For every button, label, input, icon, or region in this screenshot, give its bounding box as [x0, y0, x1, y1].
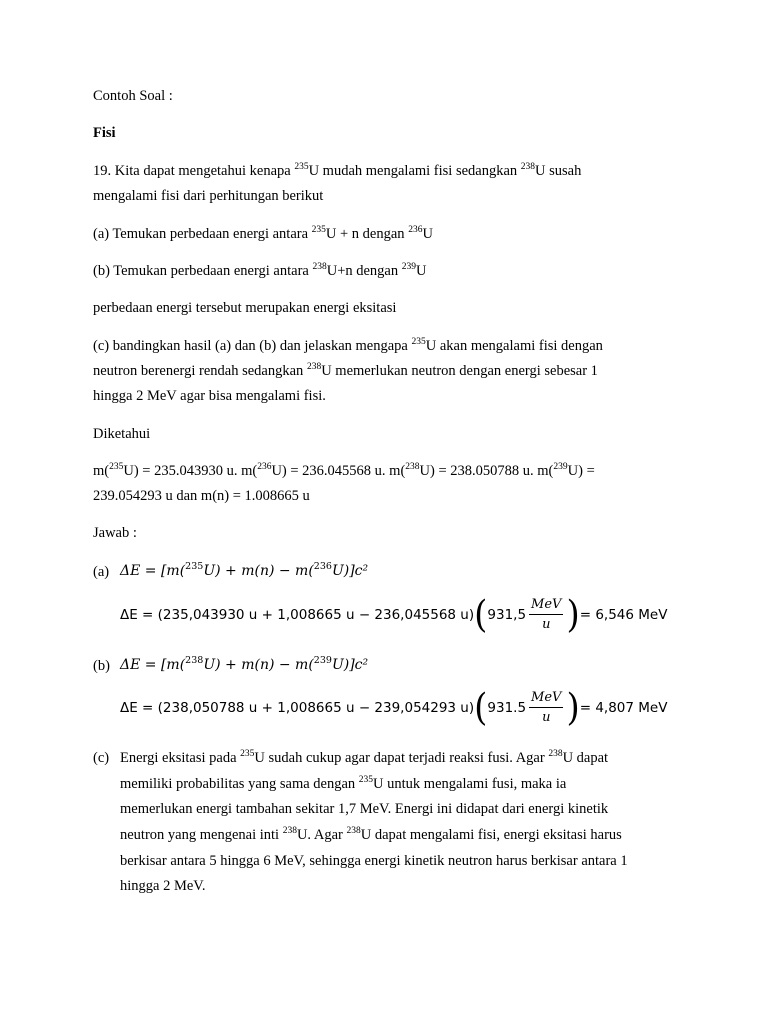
question-b: (b) Temukan perbedaan energi antara $^{238}$U+n dengan $^{239}$U	[93, 262, 427, 279]
answer-b-formula: ΔE = [m($^{238}$U) + m(n) − m($^{239}$U)]c²	[120, 655, 369, 673]
answer-c-line4: neutron yang mengenai inti $^{238}$U. Agar $^{238}$U dapat mengalami fisi, energi eksitasi harus	[120, 826, 622, 843]
note: perbedaan energi tersebut merupakan energi eksitasi	[93, 300, 397, 316]
question-c-line1: (c) bandingkan hasil (a) dan (b) dan jelaskan mengapa $^{235}$U akan mengalami fisi dengan	[93, 337, 603, 354]
question-c-line3: hingga 2 MeV agar bisa mengalami fisi.	[93, 388, 326, 404]
given-line2: 239.054293 u dan m(n) = 1.008665 u	[93, 488, 310, 504]
question-19-line2: mengalami fisi dari perhitungan berikut	[93, 188, 324, 204]
heading: Contoh Soal :	[93, 88, 173, 104]
right-paren: )	[566, 592, 580, 637]
section-title: Fisi	[93, 125, 116, 141]
answer-a-formula: ΔE = [m($^{235}$U) + m(n) − m($^{236}$U)]c²	[120, 561, 369, 579]
left-paren: (	[474, 685, 488, 730]
given-label: Diketahui	[93, 426, 151, 442]
answer-c-line3: memerlukan energi tambahan sekitar 1,7 MeV. Energi ini didapat dari energi kinetik	[120, 801, 609, 817]
answer-a-label: (a)	[93, 564, 110, 580]
answer-b-calculation: ΔE = (238,050788 u + 1,008665 u − 239,054293 u) ( 931.5 $\frac{\text{MeV}}{u}$ ) = 4,807 MeV	[120, 685, 668, 730]
answer-b-label: (b)	[93, 658, 110, 674]
answer-c-line2: memiliki probabilitas yang sama dengan $^{235}$U untuk mengalami fusi, maka ia	[120, 775, 567, 792]
answer-c-line1: Energi eksitasi pada $^{235}$U sudah cukup agar dapat terjadi reaksi fusi. Agar $^{238}$U dapat	[120, 749, 609, 766]
unit-fraction: $\frac{\text{MeV}}{u}$	[531, 597, 562, 632]
question-a: (a) Temukan perbedaan energi antara $^{235}$U + n dengan $^{236}$U	[93, 225, 433, 242]
answer-c-line5: berkisar antara 5 hingga 6 MeV, sehingga energi kinetik neutron harus berkisar antara 1	[120, 853, 628, 869]
question-c-line2: neutron berenergi rendah sedangkan $^{238}$U memerlukan neutron dengan energi sebesar 1	[93, 362, 598, 379]
answer-label: Jawab :	[93, 525, 137, 541]
answer-c-line6: hingga 2 MeV.	[120, 878, 206, 894]
answer-c-label: (c)	[93, 750, 110, 766]
answer-a-calculation: ΔE = (235,043930 u + 1,008665 u − 236,045568 u) ( 931,5 $\frac{\text{MeV}}{u}$ ) = 6,546 MeV	[120, 592, 668, 637]
right-paren: )	[566, 685, 580, 730]
given-line1: m($^{235}$U) = 235.043930 u. m($^{236}$U) = 236.045568 u. m($^{238}$U) = 238.050788 u. m($^{239}$U) =	[93, 462, 595, 479]
left-paren: (	[474, 592, 488, 637]
answer-b-result: = 4,807 MeV	[579, 699, 668, 716]
answer-a-result: = 6,546 MeV	[579, 606, 668, 623]
unit-fraction: $\frac{\text{MeV}}{u}$	[531, 690, 562, 725]
question-19-line1: 19. Kita dapat mengetahui kenapa $^{235}$U mudah mengalami fisi sedangkan $^{238}$U susah	[93, 162, 582, 179]
